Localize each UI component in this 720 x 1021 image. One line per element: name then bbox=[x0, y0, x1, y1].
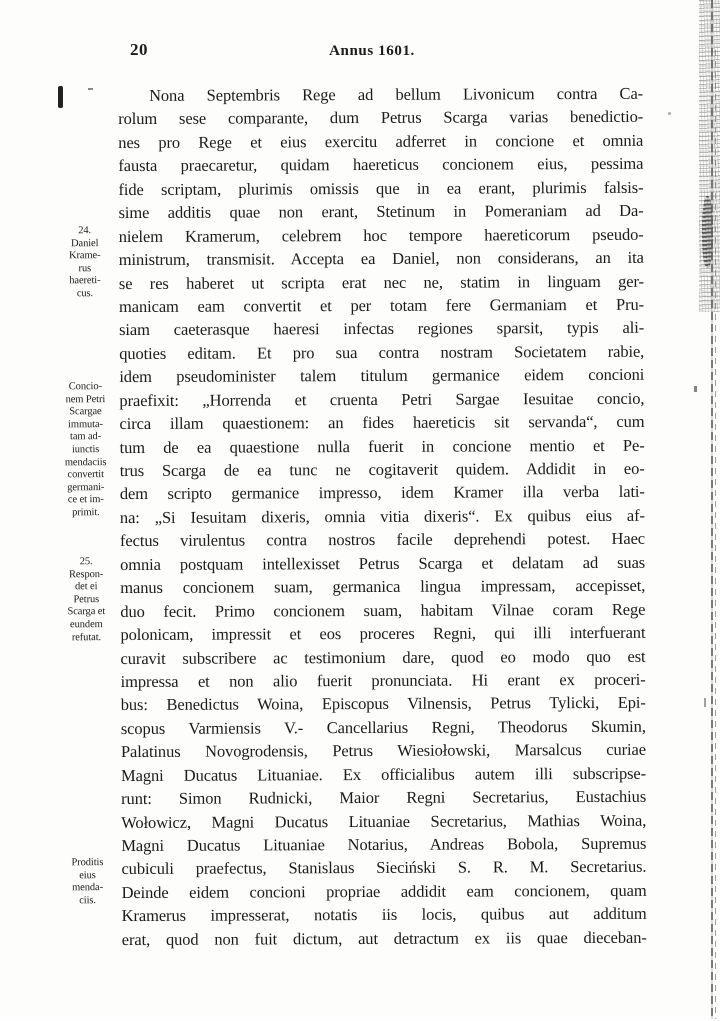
margin-note-line: Petrus bbox=[73, 593, 100, 606]
text-line: na: „Si Iesuitam dixeris, omnia vitia dixeris“. Ex quibus eius af- bbox=[119, 505, 645, 527]
margin-note-line: germani- bbox=[67, 481, 105, 494]
text-line: idem pseudominister talem titulum germanice eidem concioni bbox=[119, 365, 645, 387]
text-line: Nona Septembris Rege ad bellum Livonicum contra Ca- bbox=[149, 83, 644, 105]
text-line: quoties editam. Et pro sua contra nostram Societatem rabie, bbox=[119, 341, 645, 363]
text-line: curavit subscribere ac testimonium dare, quod eo modo quo est bbox=[120, 646, 646, 668]
speck-artifact bbox=[88, 88, 93, 90]
text-line: impressa et non alio fuerit pronunciata. Hi erant ex proceri- bbox=[120, 669, 646, 691]
margin-note-line: haereti- bbox=[69, 275, 101, 287]
text-line: nielem Kramerum, celebrem hoc tempore haereticorum pseudo- bbox=[118, 224, 644, 246]
text-line: fausta praecaretur, quidam haereticus concionem eius, pessima bbox=[118, 154, 644, 176]
margin-note-line: det ei bbox=[74, 581, 98, 593]
text-line: Magni Ducatus Lituaniae. Ex officialibus autem illi subscripse- bbox=[120, 763, 647, 785]
text-line: sime additis quae non erant, Stetinum in Pomeraniam ad Da- bbox=[118, 200, 644, 223]
page-number: 20 bbox=[130, 40, 148, 59]
margin-note-line: 24. bbox=[78, 225, 92, 237]
text-line: bus: Benedictus Woina, Episcopus Vilnensis, Petrus Tylicki, Epi- bbox=[120, 693, 646, 715]
margin-note-line: Proditis bbox=[71, 857, 104, 869]
speck-artifact bbox=[694, 386, 697, 392]
margin-note-line: cus. bbox=[76, 288, 94, 300]
margin-note-line: ciis. bbox=[79, 894, 96, 907]
text-line: circa illam quaestionem: an fides haereticis sit servanda“, cum bbox=[119, 411, 645, 434]
text-line: Kramerus impresserat, notatis iis locis, quibus aut additum bbox=[121, 904, 647, 926]
margin-note-24-daniel-kramerus bbox=[53, 225, 117, 301]
text-line: manus concionem suam, germanica lingua impressam, accepisset, bbox=[120, 575, 646, 598]
margin-note-line: Daniel bbox=[70, 237, 99, 249]
text-line: Wołowicz, Magni Ducatus Lituaniae Secretarius, Mathias Woina, bbox=[121, 810, 647, 832]
margin-note-line: menda- bbox=[72, 882, 103, 894]
text-line: manicam eam convertit et per totam fere Germaniam et Pru- bbox=[118, 294, 645, 316]
text-line: polonicam, impressit et eos proceres Regni, qui illi interfuerant bbox=[120, 622, 646, 645]
margin-note-25-respondet bbox=[54, 556, 118, 644]
text-line: se res haberet ut scripta erat nec ne, statim in linguam ger- bbox=[118, 271, 644, 293]
margin-note-line: mendaciis bbox=[64, 456, 107, 468]
text-line: fide scriptam, plurimis omissis que in ea erant, plurimis falsis- bbox=[118, 177, 644, 199]
margin-note-concionem-petri-scargae bbox=[53, 381, 118, 520]
margin-note-line: rus bbox=[78, 262, 92, 275]
margin-note-line: Respon- bbox=[68, 568, 104, 580]
text-line: nes pro Rege et eius exercitu adferret in concione et omnia bbox=[118, 130, 644, 152]
speck-artifact bbox=[704, 698, 706, 707]
margin-note-line: eius bbox=[79, 869, 96, 881]
text-line: tum de ea quaestione nulla fuerit in concione mentio et Pe- bbox=[119, 435, 645, 457]
text-line: scopus Varmiensis V.- Cancellarius Regni, Theodorus Skumin, bbox=[120, 716, 646, 738]
margin-note-line: refutat. bbox=[71, 631, 102, 643]
margin-note-line: Krame- bbox=[69, 250, 101, 262]
text-line: trus Scarga de ea tunc ne cogitaverit quidem. Addidit in eo- bbox=[119, 458, 645, 481]
speck-artifact bbox=[668, 112, 671, 115]
margin-note-line: ce et im- bbox=[67, 494, 104, 506]
text-line: ministrum, transmisit. Accepta ea Daniel, non considerans, an ita bbox=[118, 247, 644, 270]
margin-note-line: tam ad- bbox=[69, 431, 102, 443]
text-line: duo fecit. Primo concionem suam, habitam Vilnae coram Rege bbox=[120, 599, 646, 621]
margin-note-line: iunctis bbox=[71, 444, 100, 456]
text-line: praefixit: „Horrenda et cruenta Petri Sargae Iesuitae concio, bbox=[119, 388, 645, 410]
scan-edge-line-2 bbox=[715, 50, 716, 1019]
scan-edge-line bbox=[711, 0, 713, 1019]
margin-note-line: 25. bbox=[79, 556, 93, 568]
margin-note-proditis-mendaciis bbox=[55, 857, 119, 908]
ink-blot-artifact bbox=[58, 86, 63, 108]
text-line: omnia postquam intellexisset Petrus Scarga et delatam ad suas bbox=[120, 552, 646, 574]
running-title: Annus 1601. bbox=[329, 43, 415, 59]
text-line: siam caeterasque haeresi infectas regiones sparsit, typis ali- bbox=[119, 318, 645, 340]
margin-note-line: Scargae bbox=[69, 406, 102, 418]
text-line: dem scripto germanice impresso, idem Kramer illa verba lati- bbox=[119, 482, 645, 504]
margin-note-line: Concio- bbox=[68, 381, 102, 393]
text-line: Palatinus Novogrodensis, Petrus Wiesiołowski, Marsalcus curiae bbox=[120, 740, 646, 762]
text-line: Deinde eidem concioni propriae addidit eam concionem, quam bbox=[121, 880, 647, 902]
text-line: fectus virulentus contra nostros facile deprehendi potest. Haec bbox=[119, 529, 646, 551]
text-line: rolum sese comparante, dum Petrus Scarga varias benedictio- bbox=[118, 107, 644, 129]
text-line: runt: Simon Rudnicki, Maior Regni Secretarius, Eustachius bbox=[121, 786, 647, 809]
margin-note-line: immuta- bbox=[68, 418, 103, 431]
margin-note-line: nem Petri bbox=[65, 393, 106, 405]
body-text bbox=[118, 82, 647, 951]
margin-note-line: Scarga et bbox=[67, 606, 106, 618]
margin-note-line: primit. bbox=[72, 507, 100, 519]
text-line: Magni Ducatus Lituaniae Notarius, Andreas Bobola, Supremus bbox=[121, 833, 647, 856]
text-line: cubiculi praefectus, Stanislaus Sieciński S. R. M. Secretarius. bbox=[121, 857, 647, 879]
margin-note-line: eundem bbox=[70, 619, 103, 631]
text-line: erat, quod non fuit dictum, aut detractum ex iis quae dieceban- bbox=[121, 927, 647, 949]
margin-note-line: convertit bbox=[67, 469, 104, 481]
